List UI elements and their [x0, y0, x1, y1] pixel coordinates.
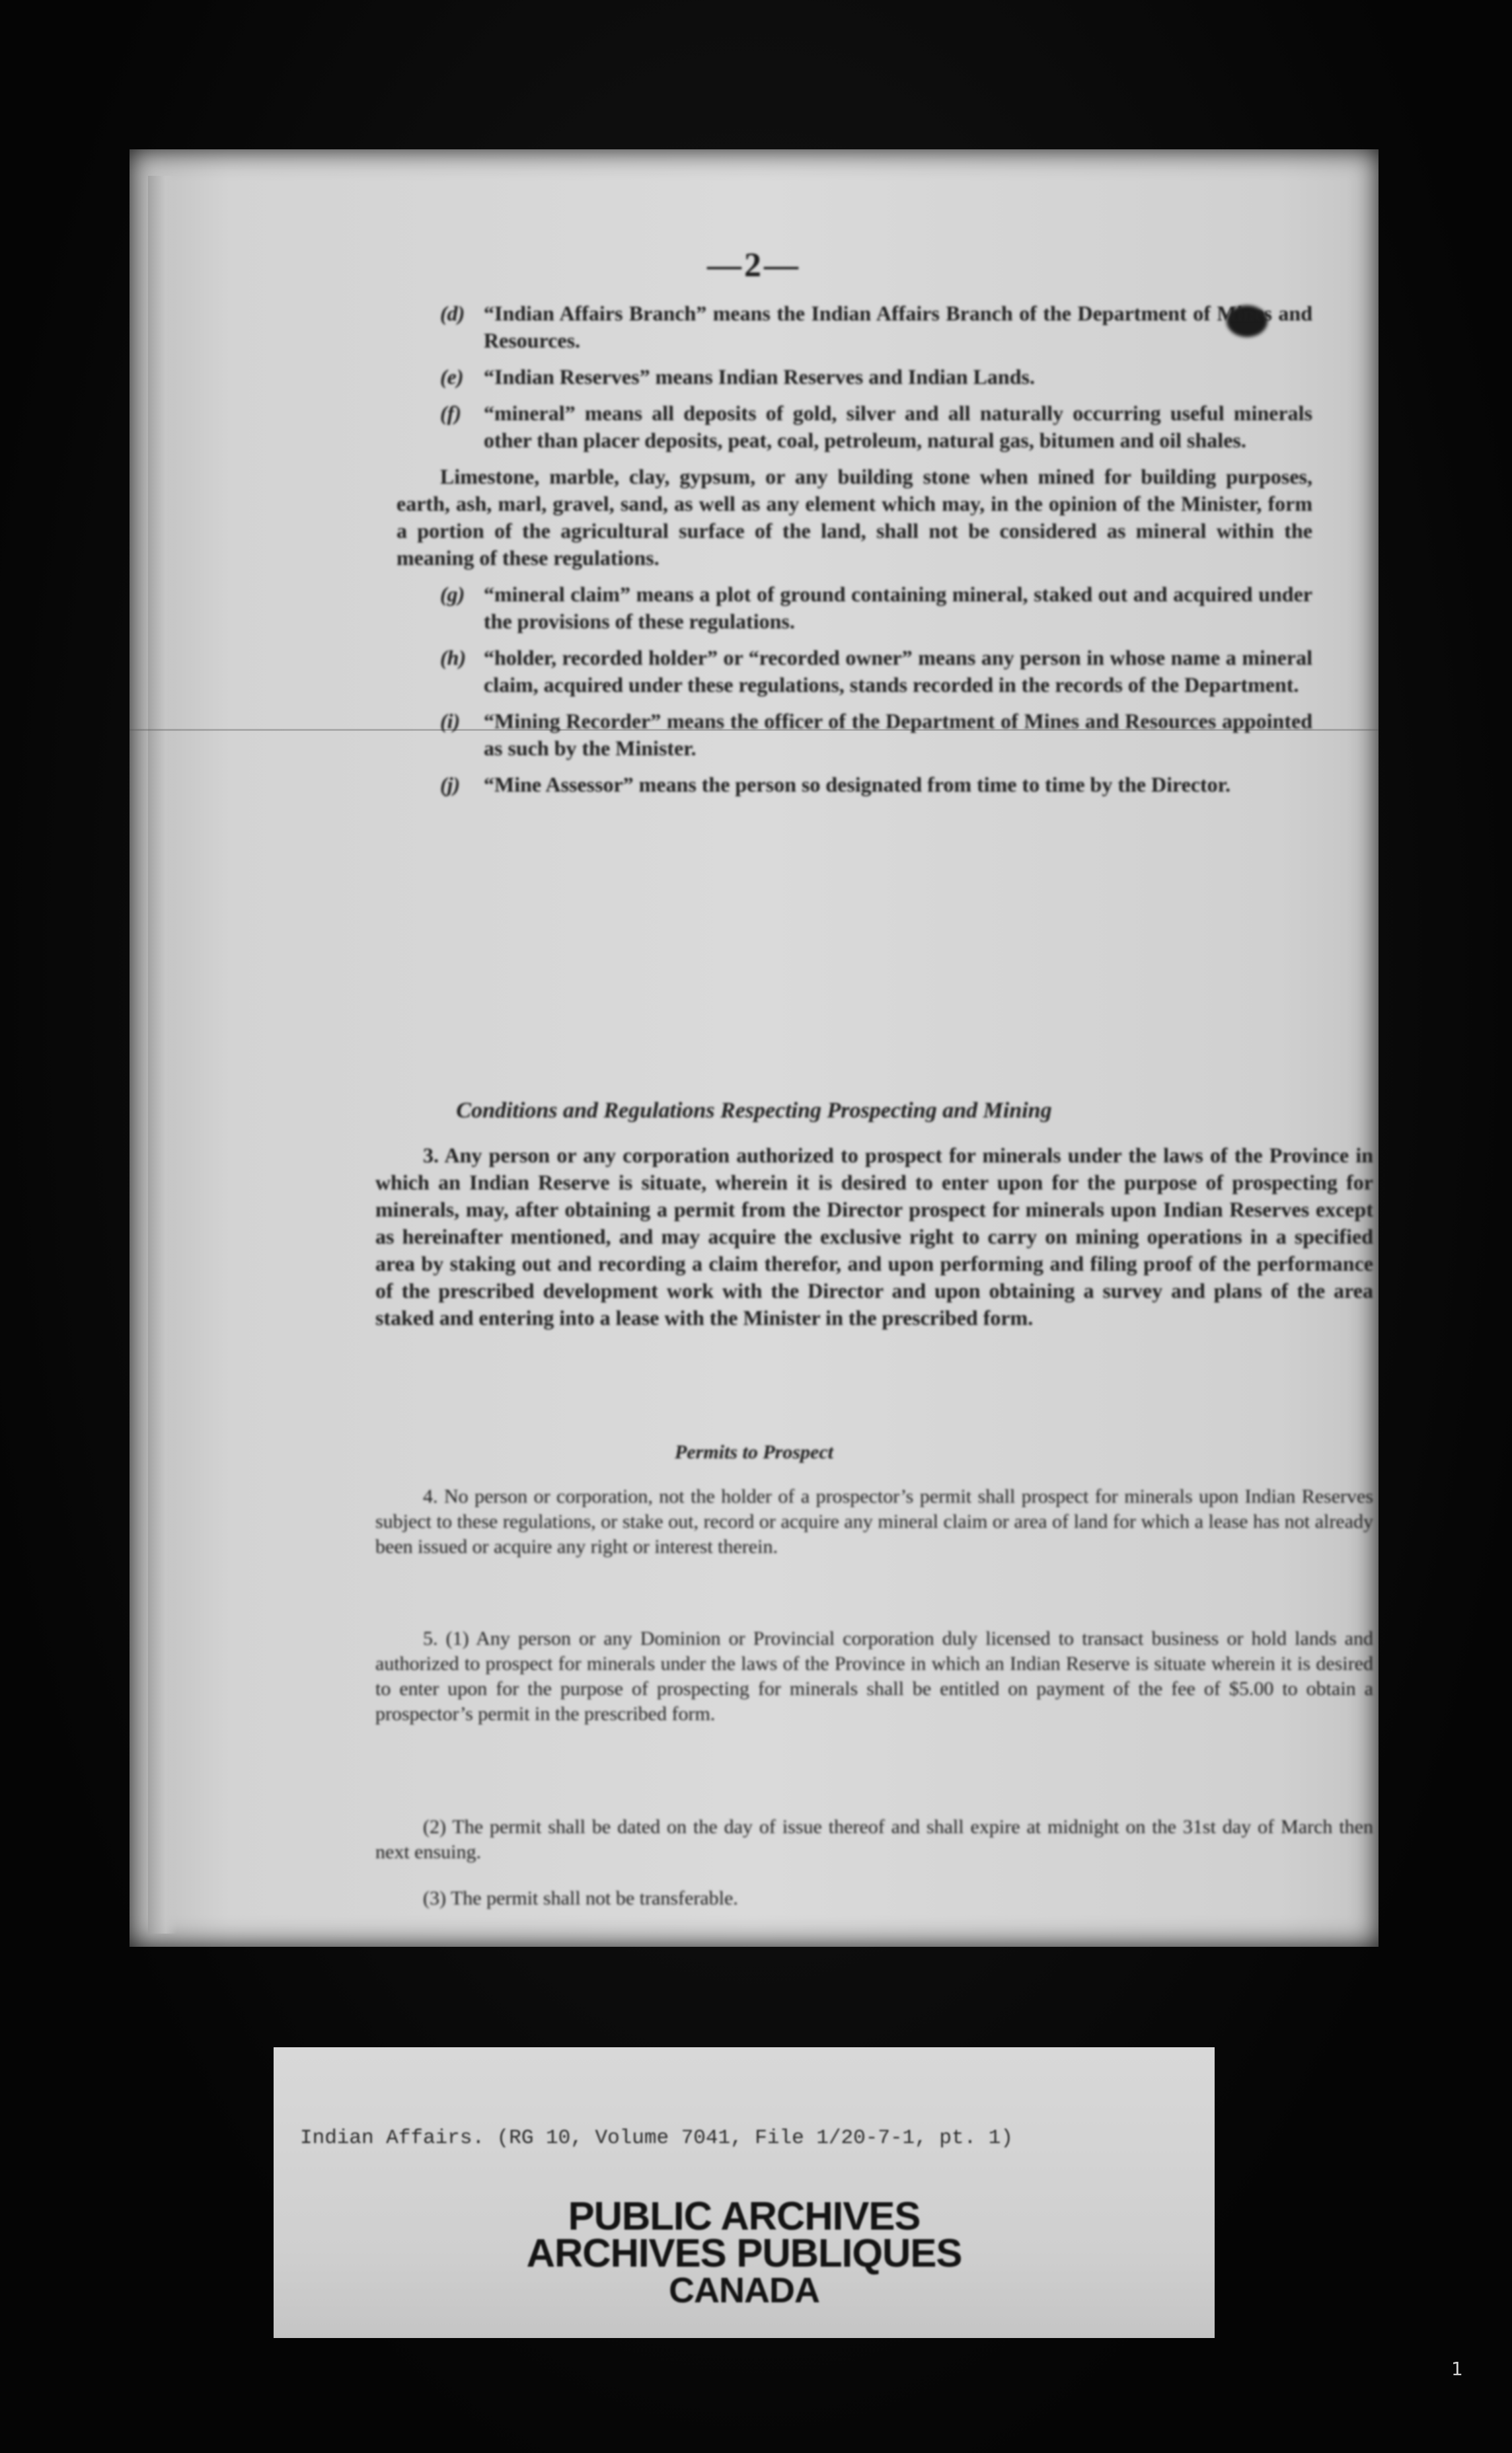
- definition-d: [440, 300, 1312, 354]
- stamp-line-archives-publiques: ARCHIVES PUBLIQUES: [526, 2231, 962, 2275]
- paragraph-3: 3. Any person or any corporation authorized to prospect for minerals under the laws of the Province in which an Indian Reserve is situate, wherein it is desired to enter upon for the purpose of prospecting for minerals, may, after obtaining a permit from the Director prospect for minerals upon Indian Reserves except as hereinafter mentioned, and may acquire the exclusive right to carry on mining operations in a specified area by staking out and recording a claim therefor, and upon performing and filing proof of the performance of the prescribed development work with the Director and upon obtaining a survey and plans of the area staked and entering into a lease with the Minister in the prescribed form.: [375, 1143, 1373, 1330]
- definition-letter: (e): [440, 365, 464, 389]
- definition-g: [440, 581, 1312, 635]
- archive-label: [274, 2047, 1215, 2338]
- stamp-line-canada: CANADA: [669, 2271, 819, 2310]
- paragraph-5-3: (3) The permit shall not be transferable.: [423, 1887, 738, 1909]
- definition-j: [440, 771, 1312, 798]
- definition-h: [440, 644, 1312, 698]
- subheading-permits: Permits to Prospect: [675, 1441, 833, 1463]
- definition-e: [440, 363, 1312, 391]
- definition-text: “mineral claim” means a plot of ground containing mineral, staked out and acquired under the provisions of these regulations.: [484, 582, 1312, 633]
- definition-letter: (i): [440, 709, 461, 733]
- definition-f: [440, 400, 1312, 454]
- archive-reference: Indian Affairs. (RG 10, Volume 7041, File 1/20-7-1, pt. 1): [300, 2127, 1013, 2150]
- definition-text: “Indian Reserves” means Indian Reserves and Indian Lands.: [484, 365, 1035, 389]
- definition-letter: (h): [440, 646, 467, 669]
- definition-letter: (j): [440, 773, 461, 796]
- page-number: —2—: [707, 246, 801, 284]
- definition-text: “Mining Recorder” means the officer of the Department of Mines and Resources appointed as such by the Minister.: [484, 709, 1312, 760]
- definition-text: “holder, recorded holder” or “recorded owner” means any person in whose name a mineral claim, acquired under these regulations, stands recorded in the records of the Department.: [484, 646, 1312, 697]
- definition-text: “Mine Assessor” means the person so designated from time to time by the Director.: [484, 773, 1230, 796]
- definition-letter: (d): [440, 301, 465, 325]
- paragraph-5-2: (2) The permit shall be dated on the day of issue thereof and shall expire at midnight on the 31st day of March then next ensuing.: [375, 1816, 1373, 1863]
- page-left-edge: [148, 176, 177, 1934]
- definition-i: [440, 708, 1312, 762]
- definition-text: Limestone, marble, clay, gypsum, or any building stone when mined for building purposes, earth, ash, marl, gravel, sand, as well as any element which may, in the opinion of the Minister, form a portion of the agricultural surface of the land, shall not be considered as mineral within the meaning of these regulations.: [397, 465, 1312, 570]
- definition-letter: (g): [440, 582, 465, 606]
- definitions-list: [397, 300, 1312, 808]
- definition-text: “mineral” means all deposits of gold, silver and all naturally occurring useful minerals other than placer deposits, peat, coal, petroleum, natural gas, bitumen and oil shales.: [484, 401, 1312, 452]
- definition-text: “Indian Affairs Branch” means the Indian Affairs Branch of the Department of Mines and Resources.: [484, 301, 1312, 352]
- paragraph-4: 4. No person or corporation, not the holder of a prospector’s permit shall prospect for minerals upon Indian Reserves subject to these regulations, or stake out, record or acquire any mineral claim or area of land for which a lease has not already been issued or acquire any right or interest therein.: [375, 1486, 1373, 1558]
- paragraph-5-1: 5. (1) Any person or any Dominion or Provincial corporation duly licensed to transact business or hold lands and authorized to prospect for minerals under the laws of the Province in which an Indian Reserve is situate wherein it is desired to enter upon for the purpose of prospecting for minerals shall be entitled on payment of the fee of $5.00 to obtain a prospector’s permit in the prescribed form.: [375, 1628, 1373, 1725]
- section-heading: Conditions and Regulations Respecting Prospecting and Mining: [456, 1098, 1052, 1123]
- definition-f-continuation: [397, 463, 1312, 572]
- definition-letter: (f): [440, 401, 461, 425]
- archive-stamp: [274, 2194, 1215, 2310]
- document-page: [130, 149, 1379, 1947]
- stamp-line-public-archives: PUBLIC ARCHIVES: [568, 2194, 921, 2238]
- frame-margin-mark: 1: [1451, 2358, 1463, 2380]
